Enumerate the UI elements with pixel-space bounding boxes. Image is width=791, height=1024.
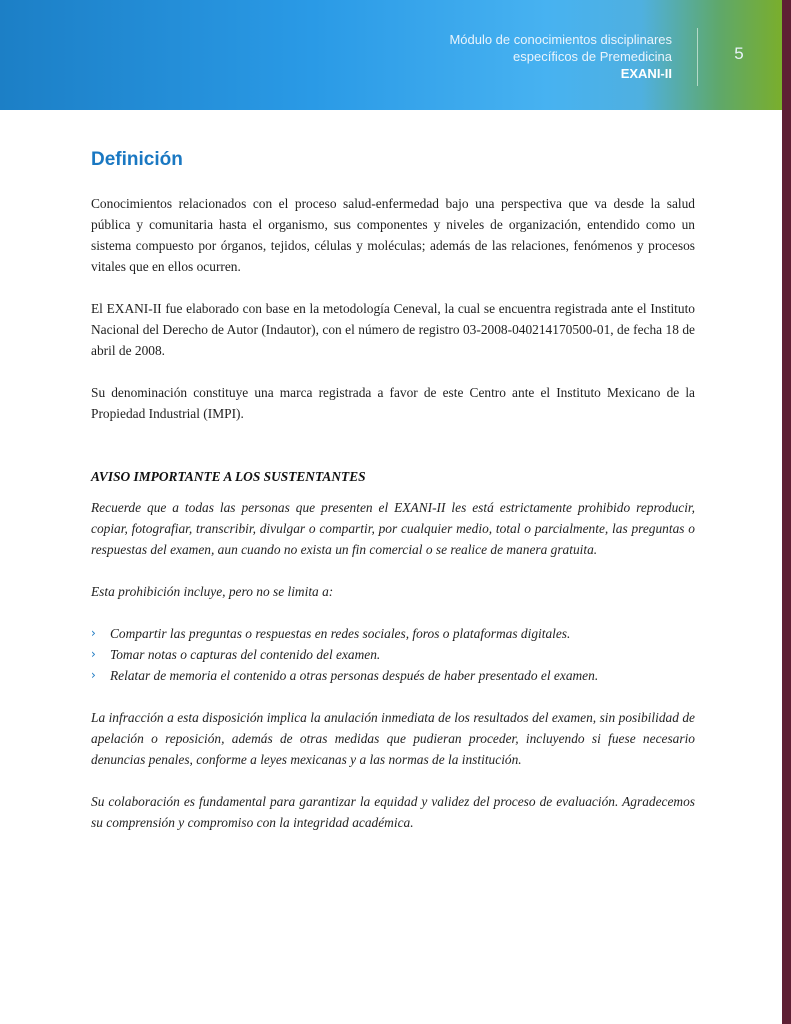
list-item-text: Tomar notas o capturas del contenido del examen. xyxy=(110,647,381,662)
section-title: Definición xyxy=(91,149,183,170)
prohibition-list xyxy=(91,623,695,686)
header-line-1: Módulo de conocimientos disciplinares xyxy=(449,32,672,47)
consequence-paragraph: La infracción a esta disposición implica la anulación inmediata de los resultados del examen, sin posibilidad de apelación o reposición, además de otras medidas que pudieran proceder, incluyendo si fuese necesario denuncias penales, conforme a leyes mexicanas y a las normas de la institución. xyxy=(91,710,695,767)
header-exam-name: EXANI-II xyxy=(620,66,672,81)
trademark-paragraph: Su denominación constituye una marca registrada a favor de este Centro ante el Instituto Mexicano de la Propiedad Industrial (IMPI). xyxy=(91,385,695,421)
list-item xyxy=(91,623,695,644)
side-stripe xyxy=(782,0,791,1024)
chevron-right-icon: › xyxy=(91,647,96,661)
list-item xyxy=(91,665,695,686)
notice-lead: Esta prohibición incluye, pero no se limita a: xyxy=(91,584,334,599)
chevron-right-icon: › xyxy=(91,626,96,640)
list-item xyxy=(91,644,695,665)
running-header xyxy=(449,31,672,82)
closing-paragraph: Su colaboración es fundamental para garantizar la equidad y validez del proceso de evaluación. Agradecemos su comprensión y compromiso con la integridad académica. xyxy=(91,794,695,830)
main-content xyxy=(91,148,695,854)
header-divider xyxy=(697,28,698,86)
chevron-right-icon: › xyxy=(91,668,96,682)
notice-heading: AVISO IMPORTANTE A LOS SUSTENTANTES xyxy=(91,469,366,484)
methodology-paragraph: El EXANI-II fue elaborado con base en la metodología Ceneval, la cual se encuentra registrada ante el Instituto Nacional del Derecho de Autor (Indautor), con el número de registro 03-2008-040214170500-01, de fecha 18 de abril de 2008. xyxy=(91,301,695,358)
page-number: 5 xyxy=(734,44,744,63)
definition-paragraph: Conocimientos relacionados con el proceso salud-enfermedad bajo una perspectiva que va desde la salud pública y comunitaria hasta el organismo, sus componentes y niveles de organización, entendido como un sistema compuesto por órganos, tejidos, células y moléculas; además de las relaciones, fenómenos y procesos vitales que en ellos ocurren. xyxy=(91,196,695,274)
list-item-text: Compartir las preguntas o respuestas en redes sociales, foros o plataformas digitales. xyxy=(110,626,571,641)
list-item-text: Relatar de memoria el contenido a otras personas después de haber presentado el examen. xyxy=(110,668,599,683)
notice-intro: Recuerde que a todas las personas que presenten el EXANI-II les está estrictamente prohibido reproducir, copiar, fotografiar, transcribir, divulgar o compartir, por cualquier medio, total o parcialmente, las preguntas o respuestas del examen, aun cuando no exista un fin comercial o se realice de manera gratuita. xyxy=(91,500,695,557)
header-line-2: específicos de Premedicina xyxy=(513,49,672,64)
